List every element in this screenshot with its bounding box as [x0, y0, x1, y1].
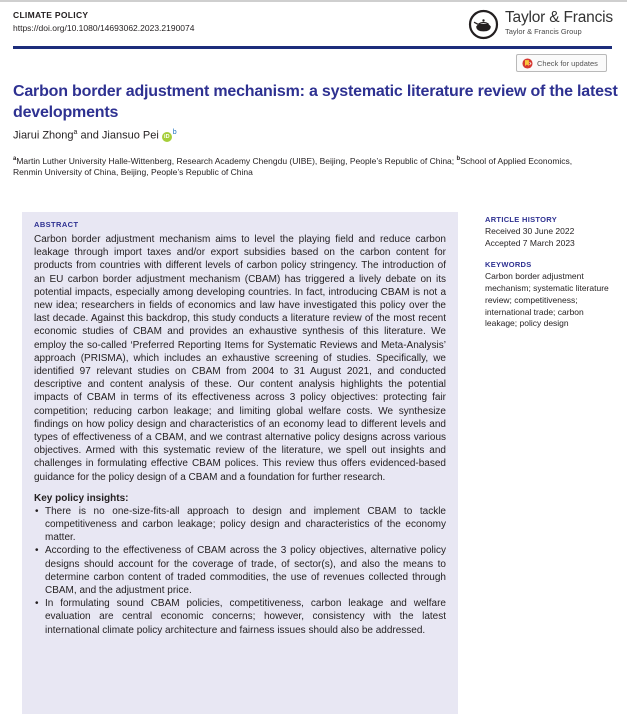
key-policy-insights-heading: Key policy insights: — [34, 492, 129, 504]
crossmark-icon — [522, 58, 533, 69]
abstract-box — [22, 212, 458, 714]
sidebar-spacer — [485, 250, 615, 260]
orcid-icon[interactable]: iD — [162, 132, 172, 142]
page-title: Carbon border adjustment mechanism: a systematic literature review of the latest developments — [13, 83, 618, 121]
affil-mark-b: b — [456, 156, 461, 162]
header-rule — [13, 46, 612, 49]
affiliation-a: Martin Luther University Halle-Wittenberg, Research Academy Chengdu (UIBE), Beijing, People’s Republic of China; — [16, 155, 457, 166]
accepted-date: Accepted 7 March 2023 — [485, 237, 575, 248]
taylor-francis-lamp-icon — [468, 9, 499, 40]
policy-insight-item: • According to the effectiveness of CBAM across the 3 policy objectives, alternative policy designs should account for the coverage of trade, of sector(s), and also the means to determine carbon content of traded commodities, the use of revenues collected through CBAM, and the adjustment price. — [34, 544, 446, 597]
affiliations — [13, 154, 581, 179]
author-connector: and — [77, 129, 102, 142]
doi-link[interactable]: https://doi.org/10.1080/14693062.2023.2190074 — [13, 23, 195, 33]
policy-insight-item: • In formulating sound CBAM policies, competitiveness, carbon leakage and welfare evaluation are central economic concerns; however, consistency with the latest international climate policy architecture and fairness issues should also be addressed. — [34, 597, 446, 637]
received-date: Received 30 June 2022 — [485, 226, 575, 236]
keywords-heading: KEYWORDS — [485, 259, 532, 269]
author-1-affil-mark: a — [73, 129, 78, 136]
check-for-updates-label: Check for updates — [537, 58, 598, 68]
journal-name: CLIMATE POLICY — [13, 10, 89, 20]
publisher-logo — [468, 9, 613, 40]
check-for-updates-button[interactable] — [516, 54, 607, 72]
affil-mark-a: a — [13, 156, 17, 162]
abstract-heading: ABSTRACT — [34, 220, 79, 229]
author-2: Jiansuo Pei — [101, 129, 159, 142]
affiliation-b: School of Applied Economics, Renmin University of China, Beijing, People’s Republic of China — [13, 155, 573, 178]
author-1: Jiarui Zhong — [13, 129, 74, 142]
policy-insight-item: • There is no one-size-fits-all approach to design and implement CBAM to tackle competitiveness and carbon leakage; policy design and characteristics of the economy matter. — [34, 505, 446, 545]
publisher-group: Taylor & Francis Group — [505, 27, 582, 36]
article-history-heading: ARTICLE HISTORY — [485, 215, 558, 224]
author-line — [13, 129, 177, 142]
article-meta-sidebar — [485, 215, 615, 330]
abstract-text: Carbon border adjustment mechanism aims to level the playing field and reduce carbon leakage through import taxes and/or export subsidies based on the carbon content for products from countries with different levels of carbon policy stringency. The introduction of an EU carbon border adjustment mechanism (CBAM) has triggered a lively debate on its potential impacts, especially among developing countries. In fact, introducing CBAM is not a new idea; researchers in fields of economics and law have investigated this policy over the last decade. Against this backdrop, this study conducts a literature review of the most recent economic studies of CBAM and provides an exhaustive synthesis of this literature. We employ the so-called ‘Preferred Reporting Items for Systematic Reviews and Meta-Analysis’ approach (PRISMA), which includes an exhaustive screening of studies. Specifically, we identified 97 relevant studies on CBAM from 2004 to 31 August 2021, and conducted descriptive and content analysis of these. Our content analysis highlights the potential impacts of CBAM in terms of its effectiveness across 3 policy objectives: protecting fair competition; reducing carbon leakage; and limiting global welfare costs. We synthesize findings on how policy design and characteristics of an economy lead to different levels and types of effectiveness of a CBAM, and we contrast alternative policy designs across various objectives. Armed with this systematic review of the literature, we spell out insights and challenges in formulating effective CBAM polices. This review thus offers evidenced-based guidance for the policy design of a CBAM and a foundation for further research. — [34, 234, 446, 483]
keywords-list: Carbon border adjustment mechanism; systematic literature review; competitiveness; international trade; carbon leakage; policy design — [485, 270, 609, 329]
author-2-affil-mark: b — [172, 129, 177, 136]
publisher-name: Taylor & Francis — [505, 9, 613, 26]
